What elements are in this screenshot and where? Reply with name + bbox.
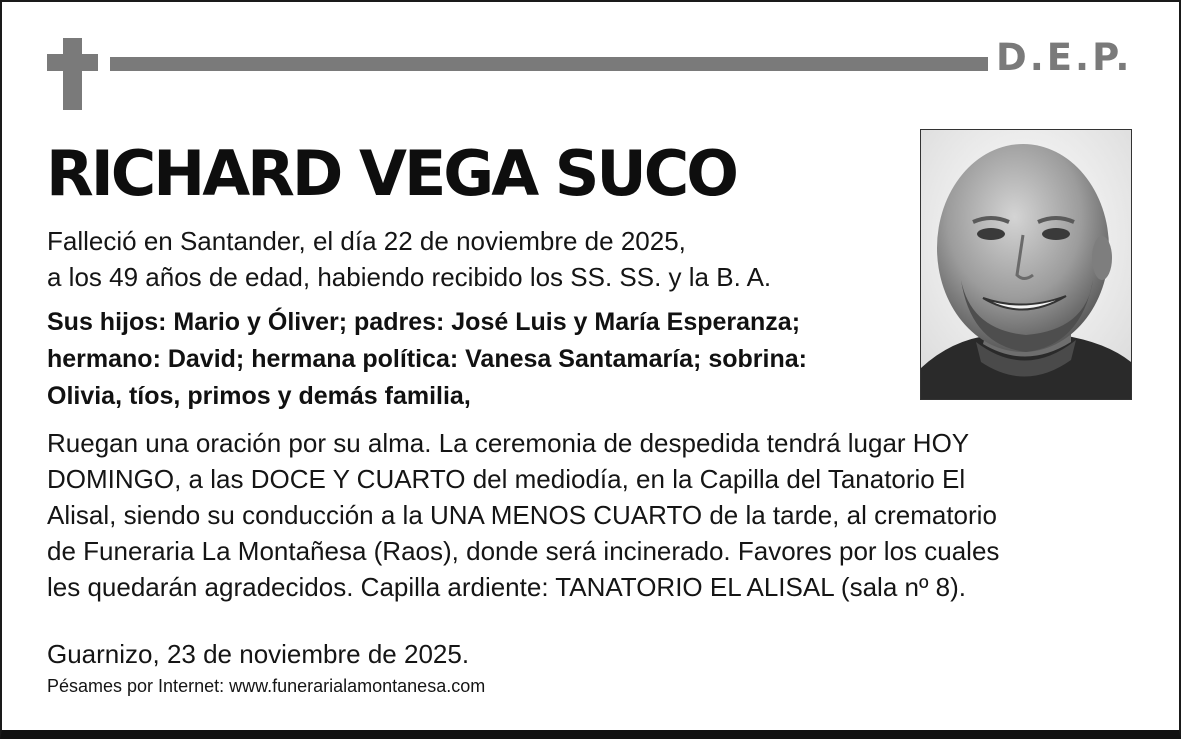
ceremony-line-2: DOMINGO, a las DOCE Y CUARTO del mediodía, en la Capilla del Tanatorio El xyxy=(47,464,966,494)
death-line-2: a los 49 años de edad, habiendo recibido los SS. SS. y la B. A. xyxy=(47,262,772,292)
portrait-photo xyxy=(920,129,1132,400)
header-rule xyxy=(110,57,988,71)
ceremony-line-5: les quedarán agradecidos. Capilla ardiente: TANATORIO EL ALISAL (sala nº 8). xyxy=(47,572,967,602)
ceremony-line-1: Ruegan una oración por su alma. La ceremonia de despedida tendrá lugar HOY xyxy=(47,428,970,458)
condolences-line: Pésames por Internet: www.funerarialamontanesa.com xyxy=(47,676,486,696)
place-date: Guarnizo, 23 de noviembre de 2025. xyxy=(47,639,470,669)
ceremony-line-3: Alisal, siendo su conducción a la UNA MENOS CUARTO de la tarde, al crematorio xyxy=(47,500,997,530)
family-line-1: Sus hijos: Mario y Óliver; padres: José Luis y María Esperanza; xyxy=(47,308,801,336)
family-line-2: hermano: David; hermana política: Vanesa Santamaría; sobrina: xyxy=(47,345,807,373)
ceremony-line-4: de Funeraria La Montañesa (Raos), donde será incinerado. Favores por los cuales xyxy=(47,536,1000,566)
deceased-name: RICHARD VEGA SUCO xyxy=(46,137,736,210)
death-line-1: Falleció en Santander, el día 22 de noviembre de 2025, xyxy=(47,226,686,256)
family-line-3: Olivia, tíos, primos y demás familia, xyxy=(47,382,471,410)
dep-label: D.E.P. xyxy=(996,36,1133,79)
cross-icon xyxy=(47,38,98,110)
